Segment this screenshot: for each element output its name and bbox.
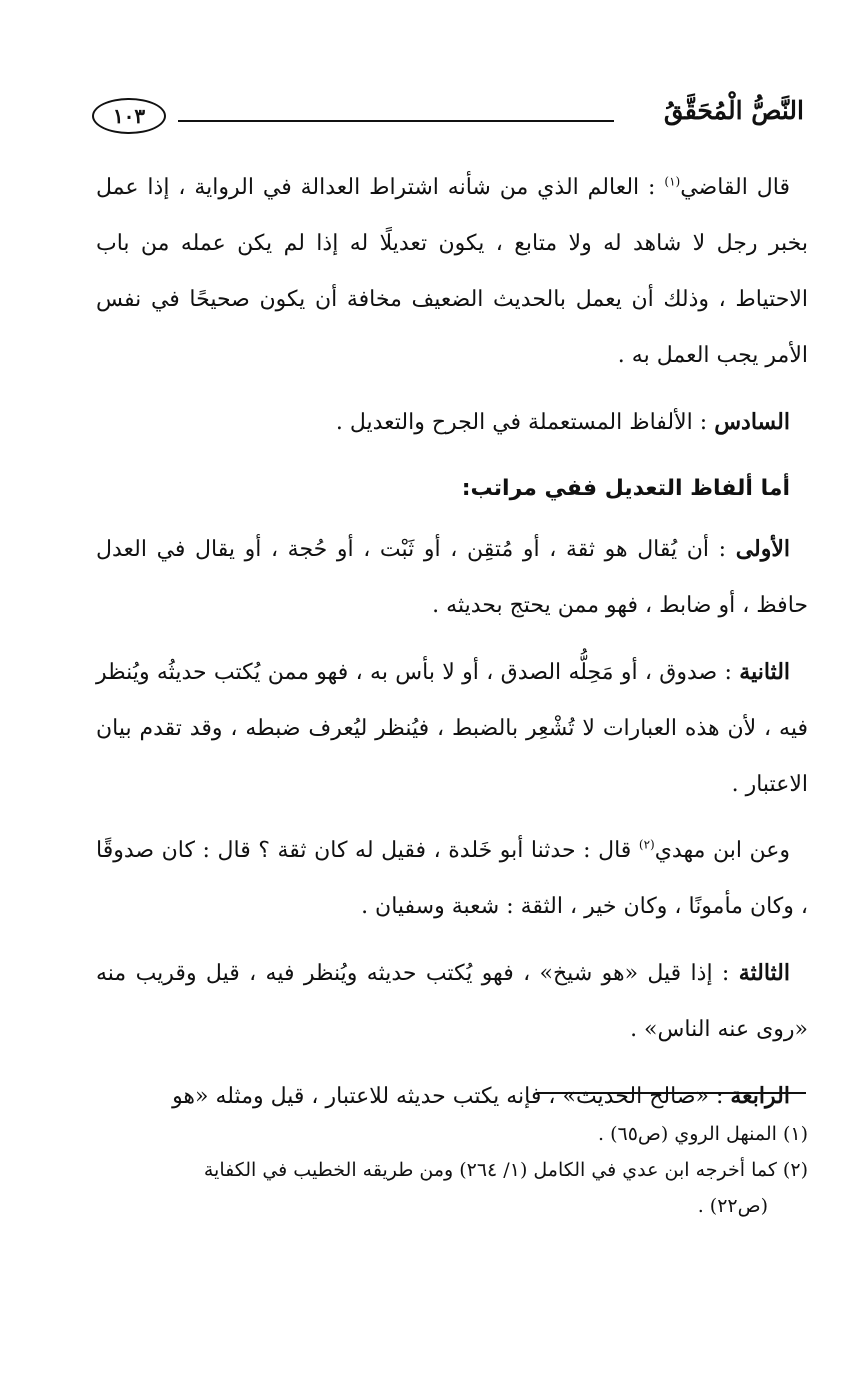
main-text (96, 160, 808, 1135)
paragraph-lead: السادس (714, 409, 790, 435)
paragraph-text: قال : حدثنا أبو خَلدة ، فقيل له كان ثقة ؟ قال : كان صدوقًا ، وكان مأمونًا ، وكان خير ، الثقة : شعبة وسفيان . (96, 838, 808, 919)
heading-text: أما ألفاظ التعديل ففي مراتب: (461, 476, 790, 501)
paragraph-lead: الثالثة (738, 960, 790, 986)
paragraph-first-rank (96, 521, 808, 634)
footnote-2: (٢) كما أخرجه ابن عدي في الكامل (١/ ٢٦٤) ومن طريقه الخطيب في الكفاية (203, 1159, 808, 1181)
footnote-ref-1: (١) (664, 174, 681, 189)
paragraph-lead: الرابعة (730, 1083, 790, 1109)
section-heading (96, 461, 808, 517)
paragraph-lead: الثانية (739, 659, 791, 685)
paragraph-qadi (96, 160, 808, 384)
paragraph-text: : الألفاظ المستعملة في الجرح والتعديل . (335, 410, 708, 435)
paragraph-text: : إذا قيل «هو شيخ» ، فهو يُكتب حديثه ويُنظر فيه ، قيل وقريب منه «روى عنه الناس» . (96, 961, 808, 1042)
paragraph-sixth (96, 394, 808, 451)
footnote-2-continuation: (ص٢٢) . (697, 1195, 768, 1217)
paragraph-text: قال القاضي (680, 175, 790, 200)
footnotes (96, 1116, 808, 1224)
paragraph-text: : «صالح الحديث» ، فإنه يكتب حديثه للاعتبار ، قيل ومثله «هو (172, 1084, 724, 1109)
page-header (92, 92, 804, 152)
footnote-ref-2: (٢) (638, 837, 655, 852)
header-rule (178, 120, 614, 122)
paragraph-text: وعن ابن مهدي (654, 838, 791, 863)
footnote-1: (١) المنهل الروي (ص٦٥) . (597, 1123, 808, 1145)
paragraph-text: : العالم الذي من شأنه اشتراط العدالة في الرواية ، إذا عمل بخبر رجل لا شاهد له ولا متابع ، يكون تعديلًا له إذا لم يكن عمله من باب الاحتياط ، وذلك أن يعمل بالحديث الضعيف مخافة أن يكون صحيحًا في نفس الأمر يجب العمل به . (96, 175, 808, 368)
paragraph-lead: الأولى (735, 536, 791, 562)
paragraph-text: : صدوق ، أو مَحِلُّه الصدق ، أو لا بأس به ، فهو ممن يُكتب حديثُه ويُنظر فيه ، لأن هذه العبارات لا تُشْعِر بالضبط ، فيُنظر ليُعرف ضبطه ، وقد تقدم بيان الاعتبار . (96, 660, 808, 797)
paragraph-third-rank (96, 945, 808, 1058)
paragraph-ibn-mahdi (96, 823, 808, 935)
running-title: النَّصُّ الْمُحَقَّقُ (663, 96, 804, 125)
paragraph-second-rank (96, 644, 808, 813)
footnote-rule (536, 1092, 806, 1094)
page-number: ١٠٣ (92, 98, 166, 134)
paragraph-text: : أن يُقال هو ثقة ، أو مُتقِن ، أو ثَبْت ، أو حُجة ، أو يقال في العدل حافظ ، أو ضابط ، فهو ممن يحتج بحديثه . (96, 537, 808, 618)
